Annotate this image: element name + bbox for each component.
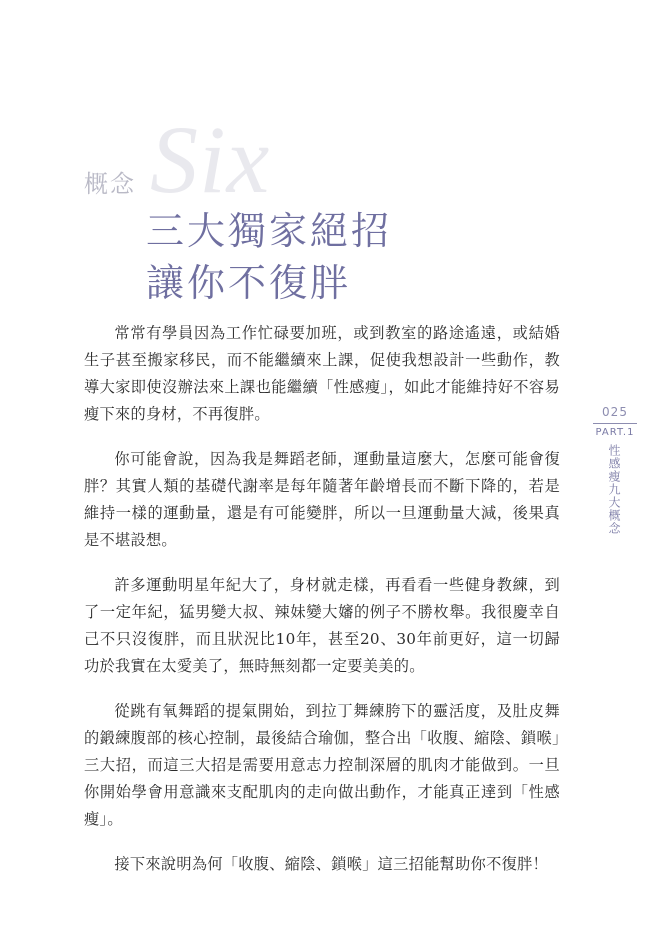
paragraph-1: 常常有學員因為工作忙碌要加班，或到教室的路途遙遠，或結婚生子甚至搬家移民，而不能繼續來上課，促使我想設計一些動作，教導大家即使沒辦法來上課也能繼續「性感瘦」，如此才能維持好不容易瘦下來的身材，不再復胖。 xyxy=(84,324,560,423)
six-watermark: Six xyxy=(150,106,271,213)
chapter-title xyxy=(146,205,392,309)
title-line-2: 讓你不復胖 xyxy=(146,261,352,305)
paragraph-3: 許多運動明星年紀大了，身材就走樣，再看看一些健身教練，到了一定年紀，猛男變大叔、辣妹變大嬸的例子不勝枚舉。我很慶幸自己不只沒復胖，而且狀況比10年，甚至20、30年前更好，這一切歸功於我實在太愛美了，無時無刻都一定要美美的。 xyxy=(84,576,560,675)
side-divider xyxy=(593,423,637,424)
section-title-vertical: 性感瘦九大概念 xyxy=(607,444,621,535)
paragraph-5: 接下來說明為何「收腹、縮陰、鎖喉」這三招能幫助你不復胖！ xyxy=(114,855,549,873)
concept-label: 概念 xyxy=(84,170,136,198)
paragraph-4: 從跳有氧舞蹈的提氣開始，到拉丁舞練胯下的靈活度，及肚皮舞的鍛練腹部的核心控制，最後結合瑜伽，整合出「收腹、縮陰、鎖喉」三大招，而這三大招是需要用意志力控制深層的肌肉才能做到。一旦你開始學會用意識來支配肌肉的走向做出動作，才能真正達到「性感瘦」。 xyxy=(84,702,560,828)
side-tab xyxy=(587,405,643,535)
part-label: PART.1 xyxy=(595,427,635,438)
title-line-1: 三大獨家絕招 xyxy=(146,209,393,253)
paragraph-2: 你可能會說，因為我是舞蹈老師，運動量這麼大，怎麼可能會復胖？其實人類的基礎代謝率是每年隨著年齡增長而不斷下降的，若是維持一樣的運動量，還是有可能變胖，所以一旦運動量大減，後果真是不堪設想。 xyxy=(84,450,560,549)
page-number: 025 xyxy=(602,405,628,419)
body-text xyxy=(84,320,560,896)
